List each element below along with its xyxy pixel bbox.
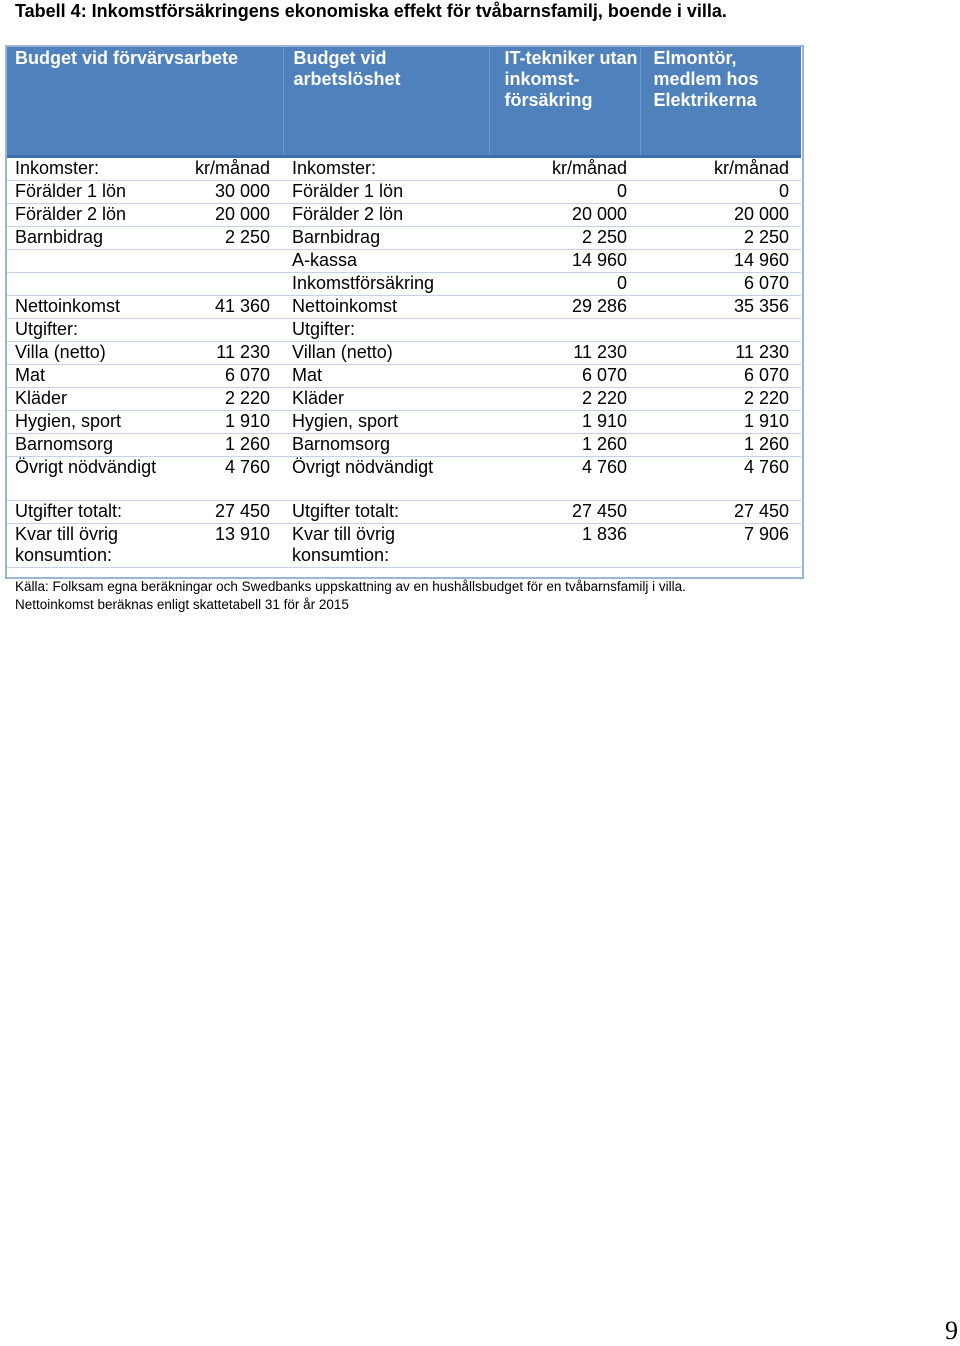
amount-electrician: kr/månad bbox=[640, 157, 801, 181]
amount-electrician: 27 450 bbox=[640, 501, 801, 524]
amount-employed: 30 000 bbox=[191, 181, 283, 204]
table-row bbox=[6, 227, 801, 250]
amount-electrician: 11 230 bbox=[640, 342, 801, 365]
row-label-unemployed: A-kassa bbox=[283, 250, 489, 273]
amount-employed: 6 070 bbox=[191, 365, 283, 388]
amount-employed: 27 450 bbox=[191, 501, 283, 524]
row-label-unemployed: Inkomstförsäkring bbox=[283, 273, 489, 296]
amount-electrician: 2 220 bbox=[640, 388, 801, 411]
row-label-unemployed: Utgifter totalt: bbox=[283, 501, 489, 524]
amount-it-technician: 14 960 bbox=[489, 250, 640, 273]
amount-employed: 41 360 bbox=[191, 296, 283, 319]
row-label-employed bbox=[6, 250, 191, 273]
row-label-employed: Inkomster: bbox=[6, 157, 191, 181]
budget-table bbox=[6, 46, 801, 568]
amount-it-technician: 2 220 bbox=[489, 388, 640, 411]
row-label-employed: Övrigt nödvändigt bbox=[6, 457, 191, 501]
table-row bbox=[6, 250, 801, 273]
row-label-unemployed: Hygien, sport bbox=[283, 411, 489, 434]
row-label-unemployed: Förälder 1 lön bbox=[283, 181, 489, 204]
amount-employed: 4 760 bbox=[191, 457, 283, 501]
row-label-unemployed: Utgifter: bbox=[283, 319, 489, 342]
row-label-employed: Kläder bbox=[6, 388, 191, 411]
table-row bbox=[6, 457, 801, 501]
amount-electrician: 6 070 bbox=[640, 365, 801, 388]
amount-electrician: 2 250 bbox=[640, 227, 801, 250]
amount-it-technician: 20 000 bbox=[489, 204, 640, 227]
amount-electrician: 35 356 bbox=[640, 296, 801, 319]
row-label-unemployed: Barnbidrag bbox=[283, 227, 489, 250]
row-label-employed: Hygien, sport bbox=[6, 411, 191, 434]
amount-electrician: 1 260 bbox=[640, 434, 801, 457]
amount-employed: 11 230 bbox=[191, 342, 283, 365]
row-label-employed bbox=[6, 273, 191, 296]
tax-note: Nettoinkomst beräknas enligt skattetabell 31 för år 2015 bbox=[15, 597, 349, 612]
header-electrician: Elmontör, medlem hos Elektrikerna bbox=[640, 46, 801, 157]
amount-electrician: 20 000 bbox=[640, 204, 801, 227]
table-row bbox=[6, 296, 801, 319]
amount-it-technician bbox=[489, 319, 640, 342]
table-row bbox=[6, 319, 801, 342]
table-row bbox=[6, 365, 801, 388]
source-note: Källa: Folksam egna beräkningar och Swedbanks uppskattning av en hushållsbudget för en tvåbarnsfamilj i villa. bbox=[15, 579, 686, 594]
amount-it-technician: 0 bbox=[489, 181, 640, 204]
table-row bbox=[6, 501, 801, 524]
amount-electrician: 14 960 bbox=[640, 250, 801, 273]
row-label-employed: Villa (netto) bbox=[6, 342, 191, 365]
amount-it-technician: kr/månad bbox=[489, 157, 640, 181]
row-label-unemployed: Kläder bbox=[283, 388, 489, 411]
row-label-unemployed: Inkomster: bbox=[283, 157, 489, 181]
amount-employed: kr/månad bbox=[191, 157, 283, 181]
row-label-unemployed: Mat bbox=[283, 365, 489, 388]
row-label-employed: Barnomsorg bbox=[6, 434, 191, 457]
amount-electrician: 7 906 bbox=[640, 524, 801, 568]
row-label-unemployed: Kvar till övrig konsumtion: bbox=[283, 524, 489, 568]
row-label-employed: Utgifter: bbox=[6, 319, 191, 342]
amount-employed bbox=[191, 250, 283, 273]
amount-it-technician: 0 bbox=[489, 273, 640, 296]
table-row bbox=[6, 204, 801, 227]
amount-it-technician: 6 070 bbox=[489, 365, 640, 388]
amount-employed: 1 260 bbox=[191, 434, 283, 457]
table-row bbox=[6, 434, 801, 457]
amount-it-technician: 27 450 bbox=[489, 501, 640, 524]
amount-employed: 1 910 bbox=[191, 411, 283, 434]
row-label-unemployed: Övrigt nödvändigt bbox=[283, 457, 489, 501]
row-label-unemployed: Villan (netto) bbox=[283, 342, 489, 365]
amount-employed bbox=[191, 273, 283, 296]
amount-electrician bbox=[640, 319, 801, 342]
header-unemployment-budget: Budget vid arbetslöshet bbox=[283, 46, 489, 157]
row-label-unemployed: Nettoinkomst bbox=[283, 296, 489, 319]
table-row bbox=[6, 411, 801, 434]
amount-employed: 2 220 bbox=[191, 388, 283, 411]
row-label-employed: Kvar till övrig konsumtion: bbox=[6, 524, 191, 568]
row-label-employed: Mat bbox=[6, 365, 191, 388]
table-row bbox=[6, 157, 801, 181]
amount-it-technician: 1 836 bbox=[489, 524, 640, 568]
table-title: Tabell 4: Inkomstförsäkringens ekonomiska effekt för tvåbarnsfamilj, boende i villa. bbox=[15, 1, 727, 21]
amount-employed: 2 250 bbox=[191, 227, 283, 250]
table-row bbox=[6, 181, 801, 204]
amount-electrician: 4 760 bbox=[640, 457, 801, 501]
table-row bbox=[6, 388, 801, 411]
amount-it-technician: 11 230 bbox=[489, 342, 640, 365]
row-label-employed: Utgifter totalt: bbox=[6, 501, 191, 524]
row-label-unemployed: Förälder 2 lön bbox=[283, 204, 489, 227]
table-row bbox=[6, 342, 801, 365]
row-label-employed: Förälder 1 lön bbox=[6, 181, 191, 204]
amount-electrician: 6 070 bbox=[640, 273, 801, 296]
amount-employed: 13 910 bbox=[191, 524, 283, 568]
table-row bbox=[6, 524, 801, 568]
table-notes bbox=[15, 578, 686, 614]
row-label-employed: Nettoinkomst bbox=[6, 296, 191, 319]
header-it-technician: IT-tekniker utan inkomst-försäkring bbox=[489, 46, 640, 157]
page-number: 9 bbox=[945, 1316, 958, 1345]
header-employment-budget: Budget vid förvärvsarbete bbox=[6, 46, 283, 157]
row-label-employed: Förälder 2 lön bbox=[6, 204, 191, 227]
amount-it-technician: 1 910 bbox=[489, 411, 640, 434]
amount-it-technician: 4 760 bbox=[489, 457, 640, 501]
table-row bbox=[6, 273, 801, 296]
row-label-employed: Barnbidrag bbox=[6, 227, 191, 250]
amount-employed: 20 000 bbox=[191, 204, 283, 227]
row-label-unemployed: Barnomsorg bbox=[283, 434, 489, 457]
amount-it-technician: 29 286 bbox=[489, 296, 640, 319]
amount-employed bbox=[191, 319, 283, 342]
amount-it-technician: 2 250 bbox=[489, 227, 640, 250]
table-header-row bbox=[6, 46, 801, 157]
amount-electrician: 1 910 bbox=[640, 411, 801, 434]
amount-it-technician: 1 260 bbox=[489, 434, 640, 457]
amount-electrician: 0 bbox=[640, 181, 801, 204]
